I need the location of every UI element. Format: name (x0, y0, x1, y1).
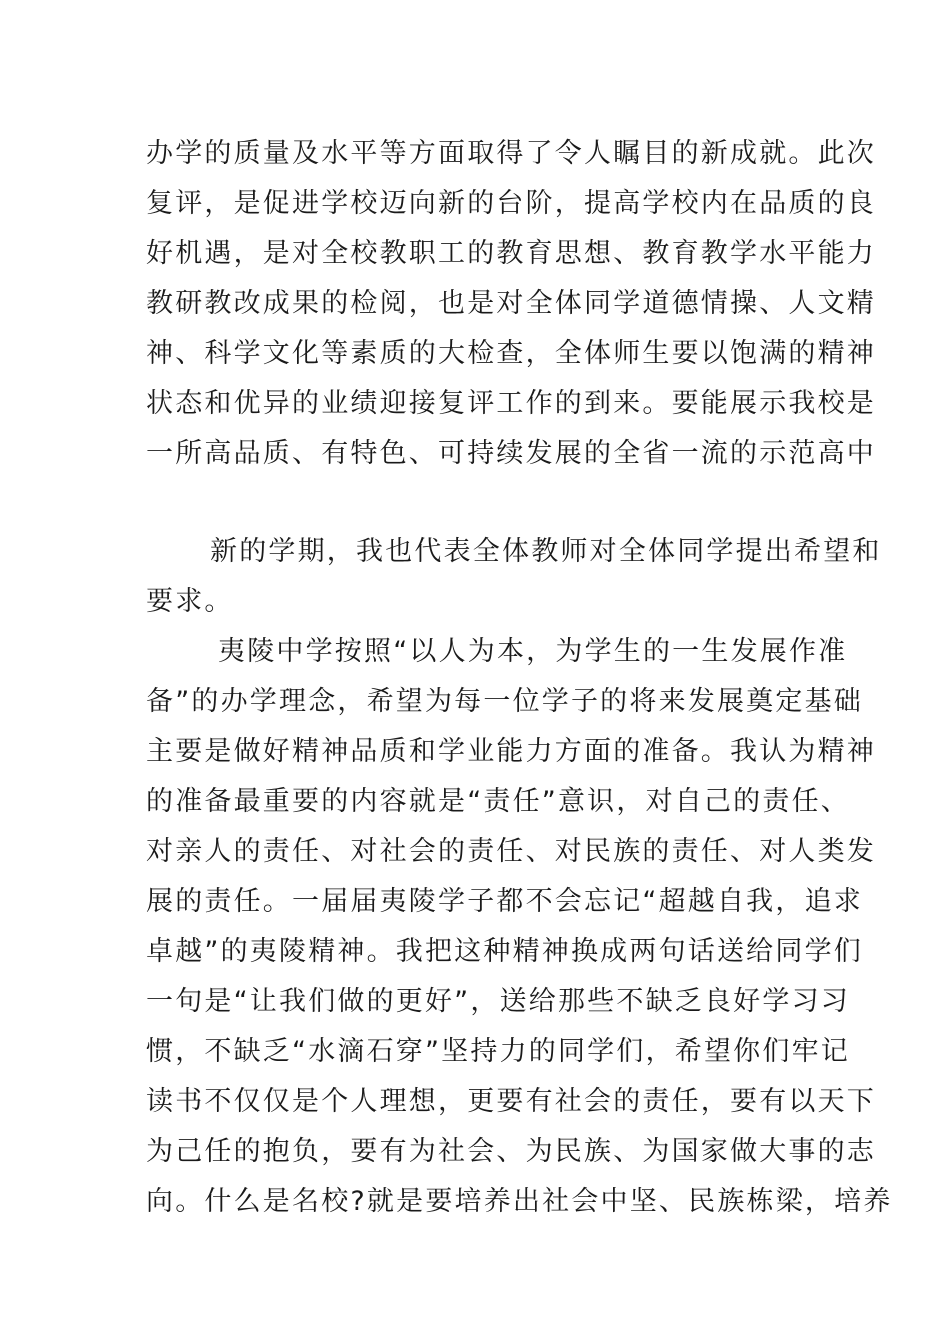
paragraph-3-line-5: 对亲人的责任、对社会的责任、对民族的责任、对人类发 (146, 836, 876, 867)
paragraph-3-line-2: 备”的办学理念，希望为每一位学子的将来发展奠定基础 (146, 686, 863, 717)
paragraph-2-line-2: 要求。 (146, 586, 234, 617)
paragraph-3-line-6: 展的责任。一届届夷陵学子都不会忘记“超越自我，追求 (146, 886, 863, 917)
paragraph-1-line-4: 教研教改成果的检阅，也是对全体同学道德情操、人文精 (146, 288, 876, 319)
paragraph-3-line-9: 惯，不缺乏“水滴石穿”坚持力的同学们，希望你们牢记 (146, 1036, 850, 1067)
paragraph-2-line-1: 新的学期，我也代表全体教师对全体同学提出希望和 (210, 536, 882, 567)
paragraph-3-line-12: 向。什么是名校?就是要培养出社会中坚、民族栋梁，培养 (146, 1186, 893, 1217)
paragraph-3-line-10: 读书不仅仅是个人理想，更要有社会的责任，要有以天下 (146, 1086, 876, 1117)
paragraph-1-line-7: 一所高品质、有特色、可持续发展的全省一流的示范高中 (146, 438, 876, 469)
paragraph-3-line-1: 夷陵中学按照“以人为本，为学生的一生发展作准 (218, 636, 848, 667)
paragraph-3-line-7: 卓越”的夷陵精神。我把这种精神换成两句话送给同学们 (146, 936, 863, 967)
paragraph-3-line-11: 为己任的抱负，要有为社会、为民族、为国家做大事的志 (146, 1136, 876, 1167)
paragraph-1-line-6: 状态和优异的业绩迎接复评工作的到来。要能展示我校是 (146, 388, 876, 419)
paragraph-1-line-1: 办学的质量及水平等方面取得了令人瞩目的新成就。此次 (146, 138, 876, 169)
paragraph-1-line-5: 神、科学文化等素质的大检查，全体师生要以饱满的精神 (146, 338, 876, 369)
paragraph-3-line-8: 一句是“让我们做的更好”，送给那些不缺乏良好学习习 (146, 986, 850, 1017)
paragraph-1-line-3: 好机遇，是对全校教职工的教育思想、教育教学水平能力 (146, 238, 876, 269)
paragraph-3-line-4: 的准备最重要的内容就是“责任”意识，对自己的责任、 (146, 786, 850, 817)
paragraph-3-line-3: 主要是做好精神品质和学业能力方面的准备。我认为精神 (146, 736, 876, 767)
paragraph-1-line-2: 复评，是促进学校迈向新的台阶，提高学校内在品质的良 (146, 188, 876, 219)
